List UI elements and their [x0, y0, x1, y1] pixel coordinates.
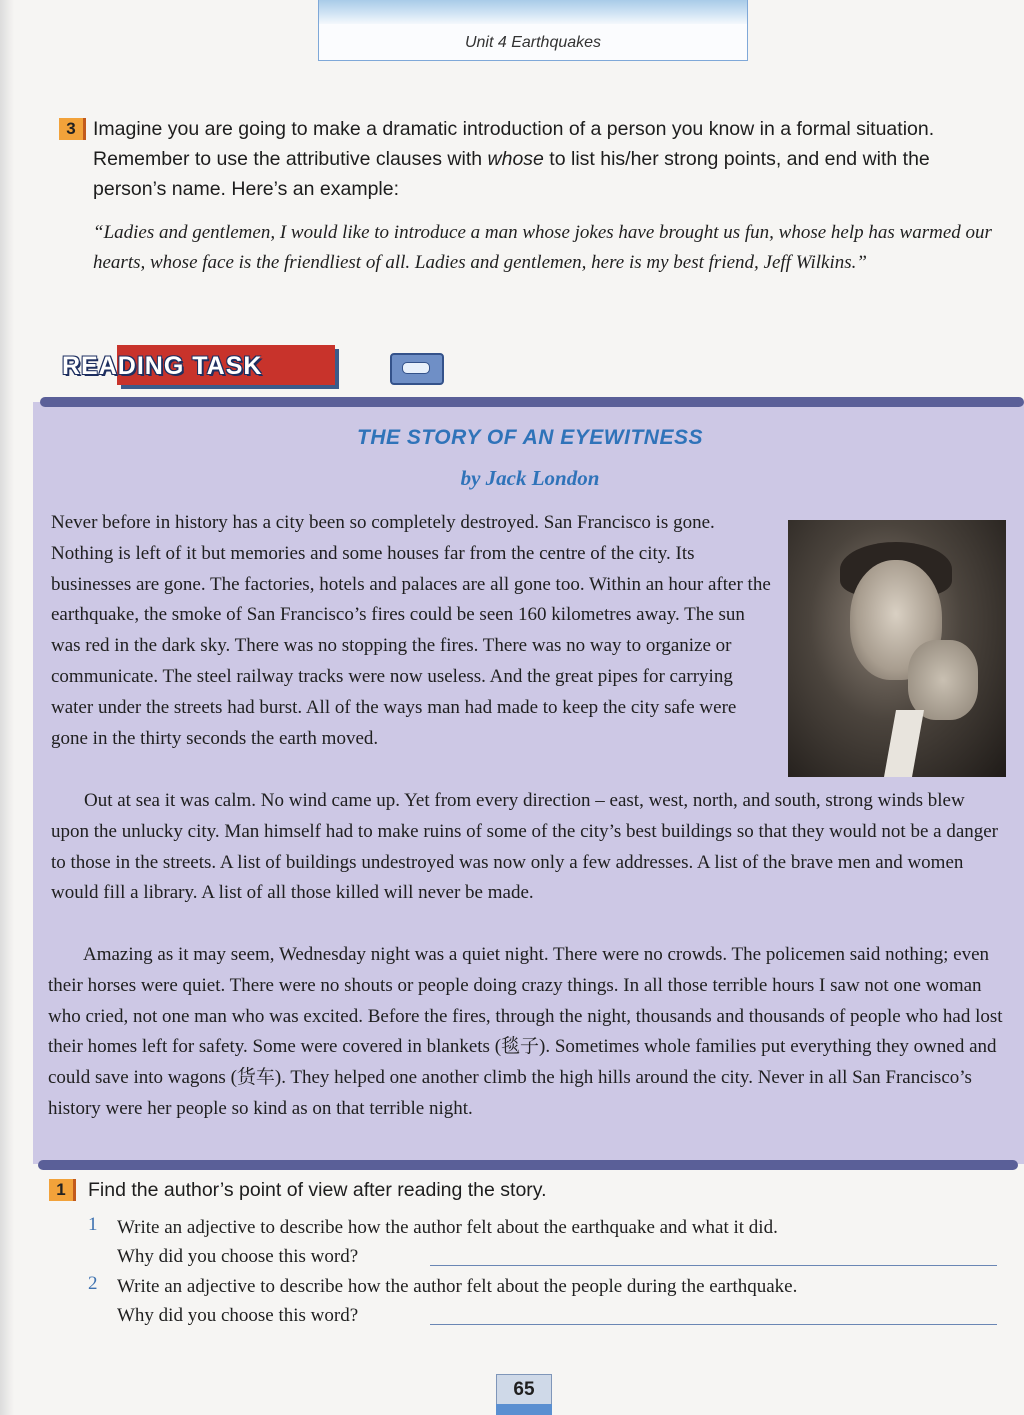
task3-example: “Ladies and gentlemen, I would like to introduce a man whose jokes have brought us fun, whose help has warmed our hearts, whose face is the friendliest of all. Ladies and gentlemen, here is my best friend, Jeff Wilkins.”: [93, 222, 992, 273]
story-paragraph-3: Amazing as it may seem, Wednesday night was a quiet night. There were no crowds. The policemen said nothing; even their horses were quiet. There were no shouts or people doing crazy things. In all those terrible hours I saw not one woman who cried, not one man who was excited. Before the fires, through the night, thousands and thousands of people who had lost their homes left for safety. Some were covered in blankets (毯子). Sometimes whole families put everything they owned and could save into wagons (货车). They helped one another climb the high hills around the city. Never in all San Francisco’s history were her people so kind as on that terrible night.: [48, 944, 1003, 1119]
unit-title: Unit 4 Earthquakes: [464, 34, 602, 51]
task3-instructions-start: Imagine you are going to make a dramatic introduction of a person you know in a formal situation. Remember to use the attributive clauses with: [93, 118, 935, 170]
task3-number-badge: 3: [59, 118, 86, 140]
page-binding-shadow: [0, 0, 14, 1415]
story-paragraph-2: Out at sea it was calm. No wind came up. Yet from every direction – east, west, north, and south, strong winds blew upon the unlucky city. Man himself had to make ruins of some of the city’s best buildings so that they would not be a danger to those in the streets. A list of buildings undestroyed was now only a few addresses. A list of the brave men and women would fill a library. A list of all those killed will never be made.: [51, 790, 999, 904]
task1-instruction: Find the author’s point of view after reading the story.: [88, 1179, 547, 1201]
page-number-tab: [496, 1404, 552, 1415]
page-number: 65: [496, 1374, 552, 1406]
task3-instructions-end: to list his/her strong points, and end with the person’s name. Here’s an example:: [93, 148, 930, 200]
story-title: THE STORY OF AN EYEWITNESS: [357, 426, 703, 449]
reading-task-banner: [62, 345, 337, 387]
question-1-why: Why did you choose this word?: [117, 1246, 359, 1267]
unit-header: [318, 0, 748, 61]
story-author: by Jack London: [460, 466, 600, 490]
question-1-number: 1: [88, 1214, 98, 1235]
passage-top-rule: [40, 397, 1024, 407]
question-1-answer-line[interactable]: [430, 1265, 997, 1266]
passage-bottom-rule: [38, 1160, 1018, 1170]
banner-label: READING TASK: [62, 352, 263, 380]
cassette-tape-icon: [390, 353, 444, 385]
header-wave-decoration: [319, 0, 747, 24]
task1-number-badge: 1: [49, 1179, 76, 1201]
question-2-number: 2: [88, 1273, 98, 1294]
portrait-collar: [884, 710, 924, 777]
portrait-hand: [908, 640, 978, 720]
task3-instructions: [93, 114, 1008, 204]
task3-keyword: whose: [487, 148, 544, 170]
question-2-why: Why did you choose this word?: [117, 1305, 359, 1326]
cassette-window: [402, 362, 430, 374]
question-2-text: Write an adjective to describe how the author felt about the people during the earthquake.: [117, 1276, 798, 1297]
question-1-text: Write an adjective to describe how the author felt about the earthquake and what it did.: [117, 1217, 778, 1238]
story-paragraph-1: Never before in history has a city been so completely destroyed. San Francisco is gone. Nothing is left of it but memories and some houses far from the centre of the city. Its businesses are gone. The factories, hotels and palaces are all gone too. Within an hour after the earthquake, the smoke of San Francisco’s fires could be seen 160 kilometres away. The sun was red in the dark sky. There was no stopping the fires. There was no way to organize or communicate. The steel railway tracks were now useless. And the great pipes for carrying water under the streets had burst. All of the ways man had made to keep the city safe were gone in the thirty seconds the earth moved.: [51, 512, 771, 749]
question-2-answer-line[interactable]: [430, 1324, 997, 1325]
author-portrait-photo: [788, 520, 1006, 777]
